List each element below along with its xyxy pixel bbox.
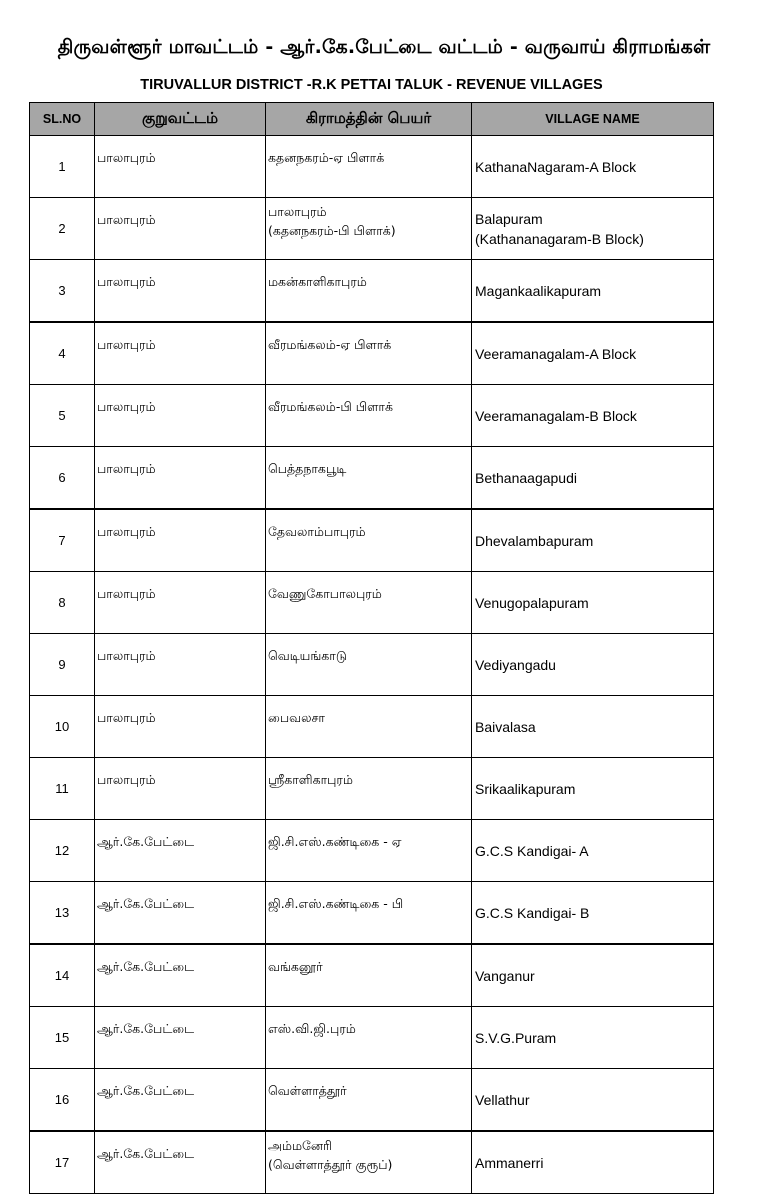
cell-village-tamil [266, 634, 472, 696]
cell-village-english [472, 260, 714, 323]
cell-village-english [472, 572, 714, 634]
table-body [30, 136, 714, 1194]
village-english-line: Vanganur [475, 967, 535, 984]
header-row [30, 103, 714, 136]
cell-village-english [472, 136, 714, 198]
cell-village-tamil [266, 136, 472, 198]
village-tamil-line: மகன்காளிகாபுரம் [268, 274, 367, 289]
cell-village-tamil [266, 385, 472, 447]
cell-village-english [472, 634, 714, 696]
column-header-village-english: VILLAGE NAME [472, 103, 714, 136]
village-tamil-line: வீரமங்கலம்-ஏ பிளாக் [268, 337, 392, 352]
village-english-line: Magankaalikapuram [475, 282, 602, 299]
cell-slno: 10 [30, 696, 95, 758]
village-english-line: S.V.G.Puram [475, 1029, 557, 1046]
cell-firka: பாலாபுரம் [95, 696, 266, 758]
table-row [30, 447, 714, 510]
table-row [30, 634, 714, 696]
cell-slno: 2 [30, 198, 95, 260]
table-row [30, 322, 714, 385]
cell-firka: ஆர்.கே.பேட்டை [95, 882, 266, 945]
table-row [30, 944, 714, 1007]
cell-slno: 13 [30, 882, 95, 945]
cell-slno: 11 [30, 758, 95, 820]
cell-village-tamil [266, 260, 472, 323]
village-english-line: Vediyangadu [475, 656, 556, 673]
village-tamil-line: ஜி.சி.எஸ்.கண்டிகை - பி [268, 896, 404, 911]
column-header-firka: குறுவட்டம் [95, 103, 266, 136]
village-tamil-line: வெள்ளாத்தூர் [268, 1083, 347, 1098]
cell-slno: 15 [30, 1007, 95, 1069]
cell-firka: பாலாபுரம் [95, 260, 266, 323]
village-english-line: Veeramanagalam-A Block [475, 345, 637, 362]
village-english-line: Balapuram [475, 210, 543, 227]
cell-village-english [472, 696, 714, 758]
village-english-line: Dhevalambapuram [475, 532, 594, 549]
cell-slno: 3 [30, 260, 95, 323]
cell-village-tamil [266, 1007, 472, 1069]
cell-firka: பாலாபுரம் [95, 447, 266, 510]
cell-firka: பாலாபுரம் [95, 136, 266, 198]
table-row [30, 509, 714, 572]
village-tamil-line: வங்கனூர் [268, 959, 323, 974]
cell-village-english [472, 1131, 714, 1194]
table-row [30, 1007, 714, 1069]
cell-village-english [472, 509, 714, 572]
cell-village-english [472, 322, 714, 385]
table-row [30, 572, 714, 634]
table-row [30, 136, 714, 198]
village-tamil-line: எஸ்.வி.ஜி.புரம் [268, 1021, 356, 1036]
cell-village-tamil [266, 696, 472, 758]
cell-village-tamil [266, 572, 472, 634]
page-title-tamil: திருவள்ளூர் மாவட்டம் - ஆர்.கே.பேட்டை வட்டம் - வருவாய் கிராமங்கள் [57, 36, 711, 58]
cell-firka: பாலாபுரம் [95, 322, 266, 385]
column-header-village-tamil: கிராமத்தின் பெயர் [266, 103, 472, 136]
table-header [30, 103, 714, 136]
page-title-english: TIRUVALLUR DISTRICT -R.K PETTAI TALUK - REVENUE VILLAGES [140, 77, 603, 93]
table-row [30, 198, 714, 260]
village-tamil-line: பைவலசா [268, 710, 325, 725]
cell-slno: 5 [30, 385, 95, 447]
cell-slno: 17 [30, 1131, 95, 1194]
cell-slno: 7 [30, 509, 95, 572]
village-tamil-line: அம்மனேரி [268, 1138, 333, 1153]
cell-slno: 14 [30, 944, 95, 1007]
village-tamil-line: (வெள்ளாத்தூர் குரூப்) [268, 1157, 393, 1172]
village-tamil-line: வெடியங்காடு [268, 648, 347, 663]
cell-village-tamil [266, 1069, 472, 1132]
cell-village-english [472, 820, 714, 882]
table-row [30, 882, 714, 945]
cell-village-tamil [266, 322, 472, 385]
cell-slno: 1 [30, 136, 95, 198]
village-tamil-line: (கதனநகரம்-பி பிளாக்) [268, 223, 396, 238]
cell-village-tamil [266, 820, 472, 882]
village-tamil-line: கதனநகரம்-ஏ பிளாக் [268, 150, 385, 165]
village-tamil-line: ஜி.சி.எஸ்.கண்டிகை - ஏ [268, 834, 402, 849]
village-english-line: Ammanerri [475, 1154, 544, 1171]
cell-slno: 8 [30, 572, 95, 634]
cell-slno: 9 [30, 634, 95, 696]
village-english-line: G.C.S Kandigai- B [475, 904, 590, 921]
column-header-slno: SL.NO [30, 103, 95, 136]
village-english-line: G.C.S Kandigai- A [475, 842, 589, 859]
village-english-line: KathanaNagaram-A Block [475, 158, 637, 175]
table-row [30, 260, 714, 323]
cell-village-english [472, 758, 714, 820]
village-english-line: Bethanaagapudi [475, 469, 577, 486]
cell-firka: பாலாபுரம் [95, 385, 266, 447]
village-english-line: Veeramanagalam-B Block [475, 407, 637, 424]
cell-village-english [472, 882, 714, 945]
village-english-line: Vellathur [475, 1091, 530, 1108]
cell-firka: பாலாபுரம் [95, 634, 266, 696]
cell-village-english [472, 944, 714, 1007]
cell-village-tamil [266, 882, 472, 945]
village-tamil-line: வீரமங்கலம்-பி பிளாக் [268, 399, 393, 414]
cell-firka: பாலாபுரம் [95, 509, 266, 572]
village-english-line: Venugopalapuram [475, 594, 589, 611]
table-row [30, 385, 714, 447]
cell-slno: 16 [30, 1069, 95, 1132]
cell-village-tamil [266, 198, 472, 260]
table-row [30, 758, 714, 820]
table-row [30, 1131, 714, 1194]
village-tamil-line: பாலாபுரம் [268, 204, 327, 219]
village-tamil-line: ஸ்ரீகாளிகாபுரம் [268, 772, 353, 787]
cell-firka: பாலாபுரம் [95, 198, 266, 260]
cell-firka: பாலாபுரம் [95, 758, 266, 820]
cell-firka: ஆர்.கே.பேட்டை [95, 1131, 266, 1194]
village-tamil-line: வேணுகோபாலபுரம் [268, 586, 382, 601]
village-tamil-line: பெத்தநாகபூடி [268, 461, 347, 476]
cell-village-english [472, 198, 714, 260]
village-english-line: Srikaalikapuram [475, 780, 576, 797]
cell-village-tamil [266, 1131, 472, 1194]
cell-village-english [472, 1007, 714, 1069]
cell-village-tamil [266, 758, 472, 820]
cell-village-tamil [266, 509, 472, 572]
revenue-villages-table [29, 102, 714, 1194]
table-row [30, 1069, 714, 1132]
table-row [30, 696, 714, 758]
cell-slno: 6 [30, 447, 95, 510]
cell-firka: ஆர்.கே.பேட்டை [95, 1007, 266, 1069]
cell-village-tamil [266, 447, 472, 510]
village-english-line: Baivalasa [475, 718, 536, 735]
village-english-line: (Kathananagaram-B Block) [475, 230, 644, 247]
cell-firka: பாலாபுரம் [95, 572, 266, 634]
cell-village-english [472, 385, 714, 447]
cell-slno: 4 [30, 322, 95, 385]
cell-village-english [472, 1069, 714, 1132]
cell-slno: 12 [30, 820, 95, 882]
cell-firka: ஆர்.கே.பேட்டை [95, 1069, 266, 1132]
cell-firka: ஆர்.கே.பேட்டை [95, 944, 266, 1007]
cell-village-english [472, 447, 714, 510]
village-tamil-line: தேவலாம்பாபுரம் [268, 524, 366, 539]
table-row [30, 820, 714, 882]
cell-village-tamil [266, 944, 472, 1007]
cell-firka: ஆர்.கே.பேட்டை [95, 820, 266, 882]
